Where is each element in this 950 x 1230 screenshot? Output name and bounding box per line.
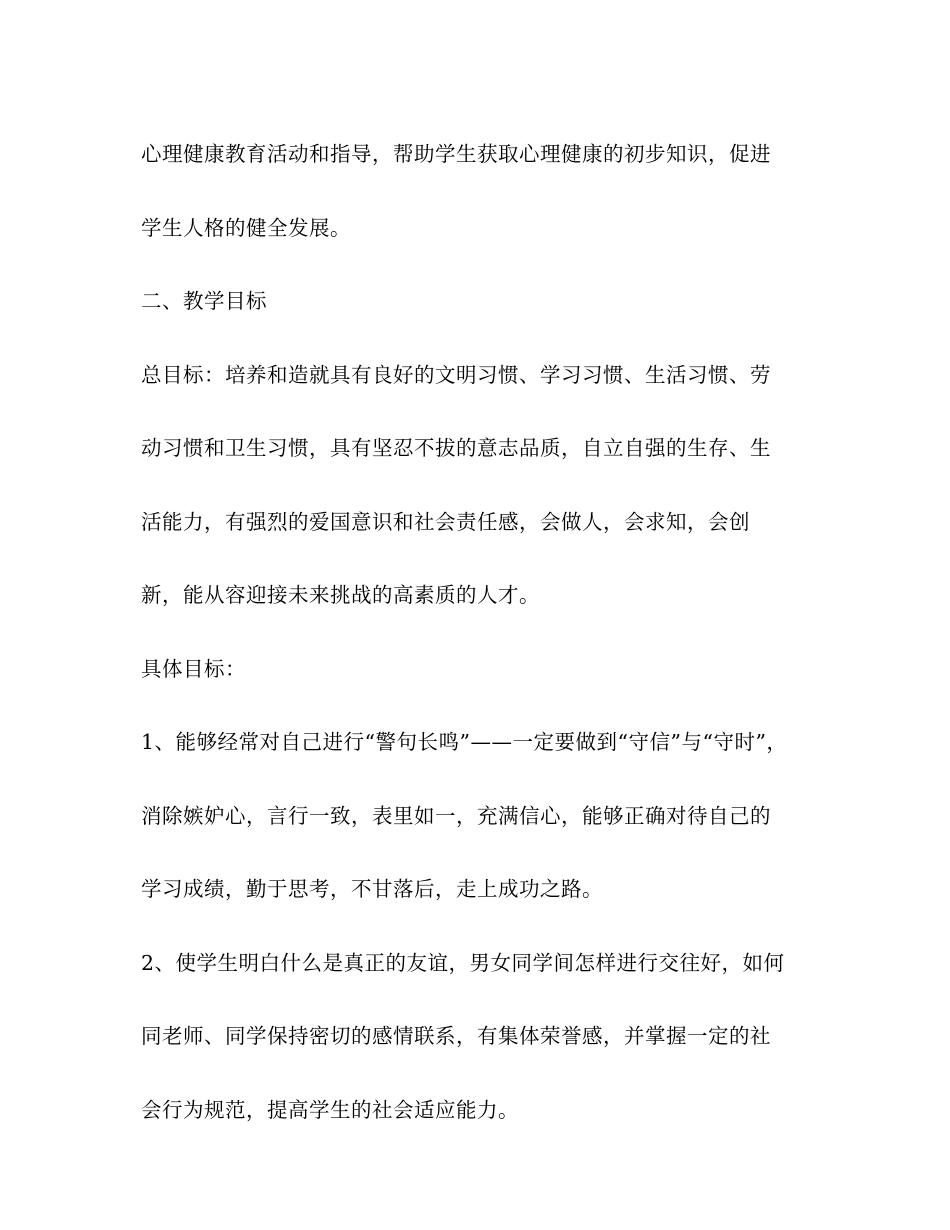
list-item-line: 2、使学生明白什么是真正的友谊，男女同学间怎样进行交往好，如何 [141, 950, 785, 975]
section-heading: 二、教学目标 [141, 289, 267, 313]
list-item-line: 会行为规范，提高学生的社会适应能力。 [141, 1097, 519, 1122]
paragraph-line: 活能力，有强烈的爱国意识和社会责任感，会做人，会求知，会创 [141, 509, 750, 534]
list-item-line: 1、能够经常对自己进行“警句长鸣”——一定要做到“守信”与“守时”， [141, 730, 788, 754]
paragraph-line: 动习惯和卫生习惯，具有坚忍不拔的意志品质，自立自强的生存、生 [141, 436, 771, 460]
subheading: 具体目标： [141, 656, 246, 681]
list-item-line: 消除嫉妒心，言行一致，表里如一，充满信心，能够正确对待自己的 [141, 803, 771, 828]
paragraph-line: 学生人格的健全发展。 [141, 215, 351, 240]
paragraph-line: 总目标：培养和造就具有良好的文明习惯、学习习惯、生活习惯、劳 [141, 362, 771, 387]
list-item-line: 同老师、同学保持密切的感情联系，有集体荣誉感，并掌握一定的社 [141, 1024, 771, 1048]
list-item-line: 学习成绩，勤于思考，不甘落后，走上成功之路。 [141, 877, 603, 901]
paragraph-line: 新，能从容迎接未来挑战的高素质的人才。 [141, 583, 540, 607]
paragraph-line: 心理健康教育活动和指导，帮助学生获取心理健康的初步知识，促进 [141, 142, 771, 166]
document-body [141, 118, 821, 1147]
